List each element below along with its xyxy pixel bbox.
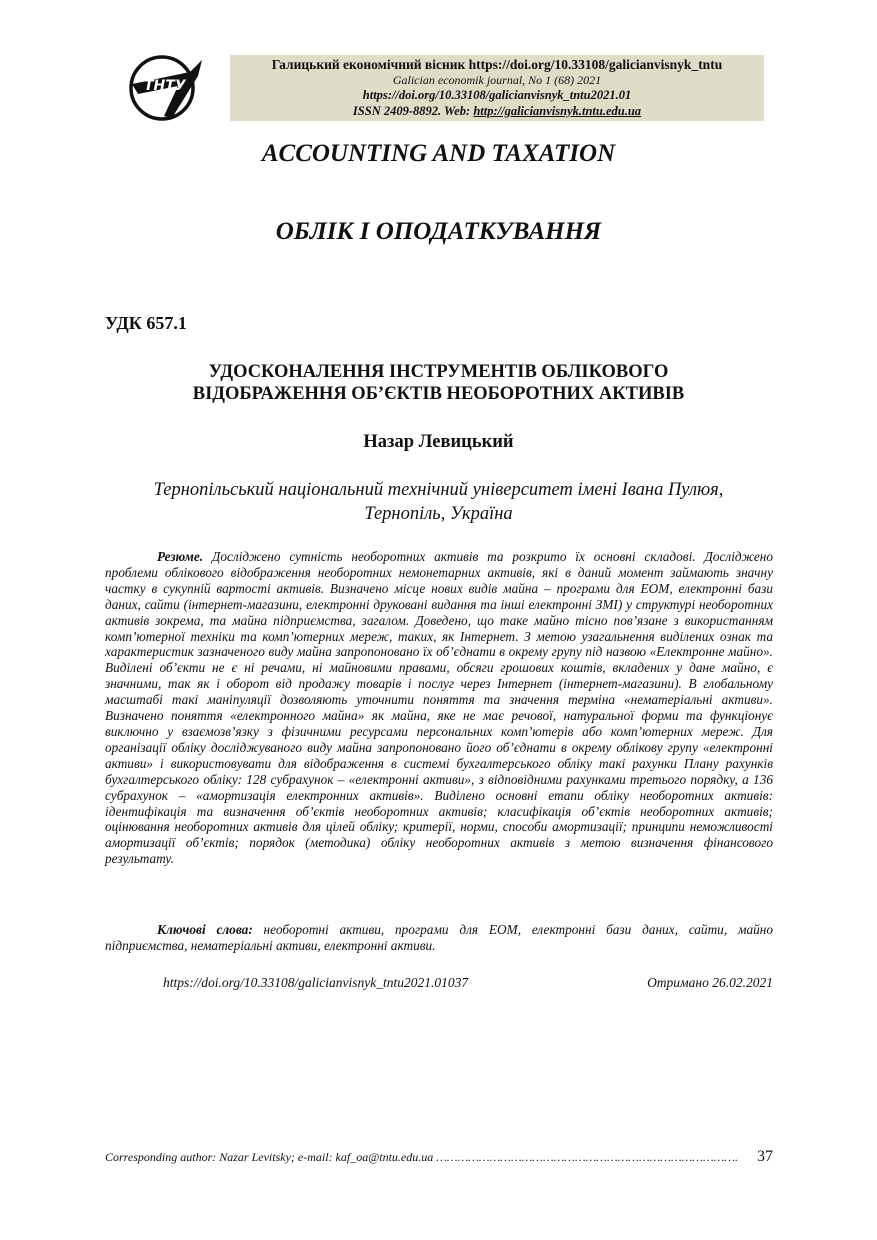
abstract-label: Резюме.: [157, 549, 204, 564]
corresponding-email-link[interactable]: kaf_oa@tntu.edu.ua: [335, 1150, 434, 1164]
doi-row: [163, 975, 773, 991]
received-date: Отримано 26.02.2021: [647, 975, 773, 990]
article-title-line1: УДОСКОНАЛЕННЯ ІНСТРУМЕНТІВ ОБЛІКОВОГО: [208, 362, 669, 382]
logo-text: ТНТУ: [144, 78, 186, 94]
article-title-line2: ВІДОБРАЖЕННЯ ОБ’ЄКТІВ НЕОБОРОТНИХ АКТИВІВ: [192, 384, 685, 404]
affiliation-line1: Тернопільський національний технічний університет імені Івана Пулюя,: [153, 480, 724, 500]
section-title-uk: ОБЛІК І ОПОДАТКУВАННЯ: [275, 218, 602, 245]
udk-code: УДК 657.1: [105, 313, 187, 333]
footer-dots: ………………………………………………………………………….: [433, 1150, 739, 1164]
corresponding-author: Corresponding author: Nazar Levitsky; e-mail:: [105, 1150, 336, 1164]
journal-issue-line: Galician economik journal, No 1 (68) 2021: [392, 72, 602, 87]
journal-header-box: [230, 55, 764, 121]
section-title-en: ACCOUNTING AND TAXATION: [261, 140, 616, 167]
tntu-logo: [128, 54, 206, 122]
issn-text: ISSN 2409-8892. Web:: [352, 103, 474, 118]
affiliation: [100, 478, 777, 526]
keywords-label: Ключові слова:: [157, 922, 253, 937]
journal-web-link[interactable]: http://galicianvisnyk.tntu.edu.ua: [473, 103, 642, 118]
abstract: [105, 549, 773, 867]
journal-name-line: Галицький економічний вісник https://doi.org/10.33108/galicianvisnyk_tntu: [271, 57, 723, 72]
keywords: [105, 922, 773, 954]
article-title: [100, 361, 777, 405]
author-name: Назар Левицький: [363, 432, 514, 452]
journal-doi-line[interactable]: https://doi.org/10.33108/galicianvisnyk_tntu2021.01: [362, 88, 632, 102]
page-number: 37: [757, 1148, 773, 1165]
affiliation-line2: Тернопіль, Україна: [364, 504, 513, 524]
abstract-text: Досліджено сутність необоротних активів та розкрито їх основні складові. Досліджено проблеми облікового відображення необоротних немонетарних активів, які в даний момент займають значну частку в сукупній вартості активів. Визначено місце нових видів майна – програми для ЕОМ, електронні бази даних, сайти (інтернет-магазини, електронні друковані видання та інші електронні ЗМІ) у структурі необоротних активів зокрема, та майна підприємства, загалом. Доведено, що таке майно тісно пов’язане з використанням комп’ютерної техніки та комп’ютерних мереж, таких, як Інтернет. З метою узагальнення виділених ознак та характеристик зазначеного виду майна запропоновано їх об’єднати в окрему групу під назвою «Електронне майно». Виділені об’єкти не є ні речами, ні майновими правами, обсяги грошових коштів, вкладених у дане майно, є значними, так як і оборот від продажу товарів і послуг через Інтернет (інтернет-магазини). В глобальному масштабі такі маніпуляції дозволяють уточнити поняття та значення терміна «нематеріальні активи». Визначено поняття «електронного майна» як майна, яке не має речової, натуральної форми та функціонує виключно у взаємозв’язку з фізичними ресурсами персональних комп’ютерів або комп’ютерних мереж. Для організації обліку досліджуваного виду майна запропоновано його об’єднати в окрему облікову групу «електронні активи» і використовувати для відображення в системі бухгалтерського обліку такі рахунки Плану рахунків бухгалтерського обліку: 128 субрахунок – «електронні активи», з відповідними рахунками третього порядку, а 136 субрахунок – «амортизація електронних активів». Виділено основні етапи обліку необоротних активів: ідентифікація та визначення об’єктів необоротних активів; класифікація об’єктів необоротних активів; оцінювання необоротних активів для цілей обліку; критерії, норми, способи амортизації; принципи неможливості амортизації об’єктів; порядок (методика) обліку необоротних активів з метою визначення фінансового результату.: [105, 549, 773, 867]
journal-issn-line: [230, 104, 764, 120]
footer-corresponding: [105, 1150, 773, 1165]
article-doi-link[interactable]: https://doi.org/10.33108/galicianvisnyk_tntu2021.01037: [163, 975, 469, 990]
keywords-text: необоротні активи, програми для ЕОМ, електронні бази даних, сайти, майно підприємства, нематеріальні активи, електронні активи.: [105, 922, 773, 953]
